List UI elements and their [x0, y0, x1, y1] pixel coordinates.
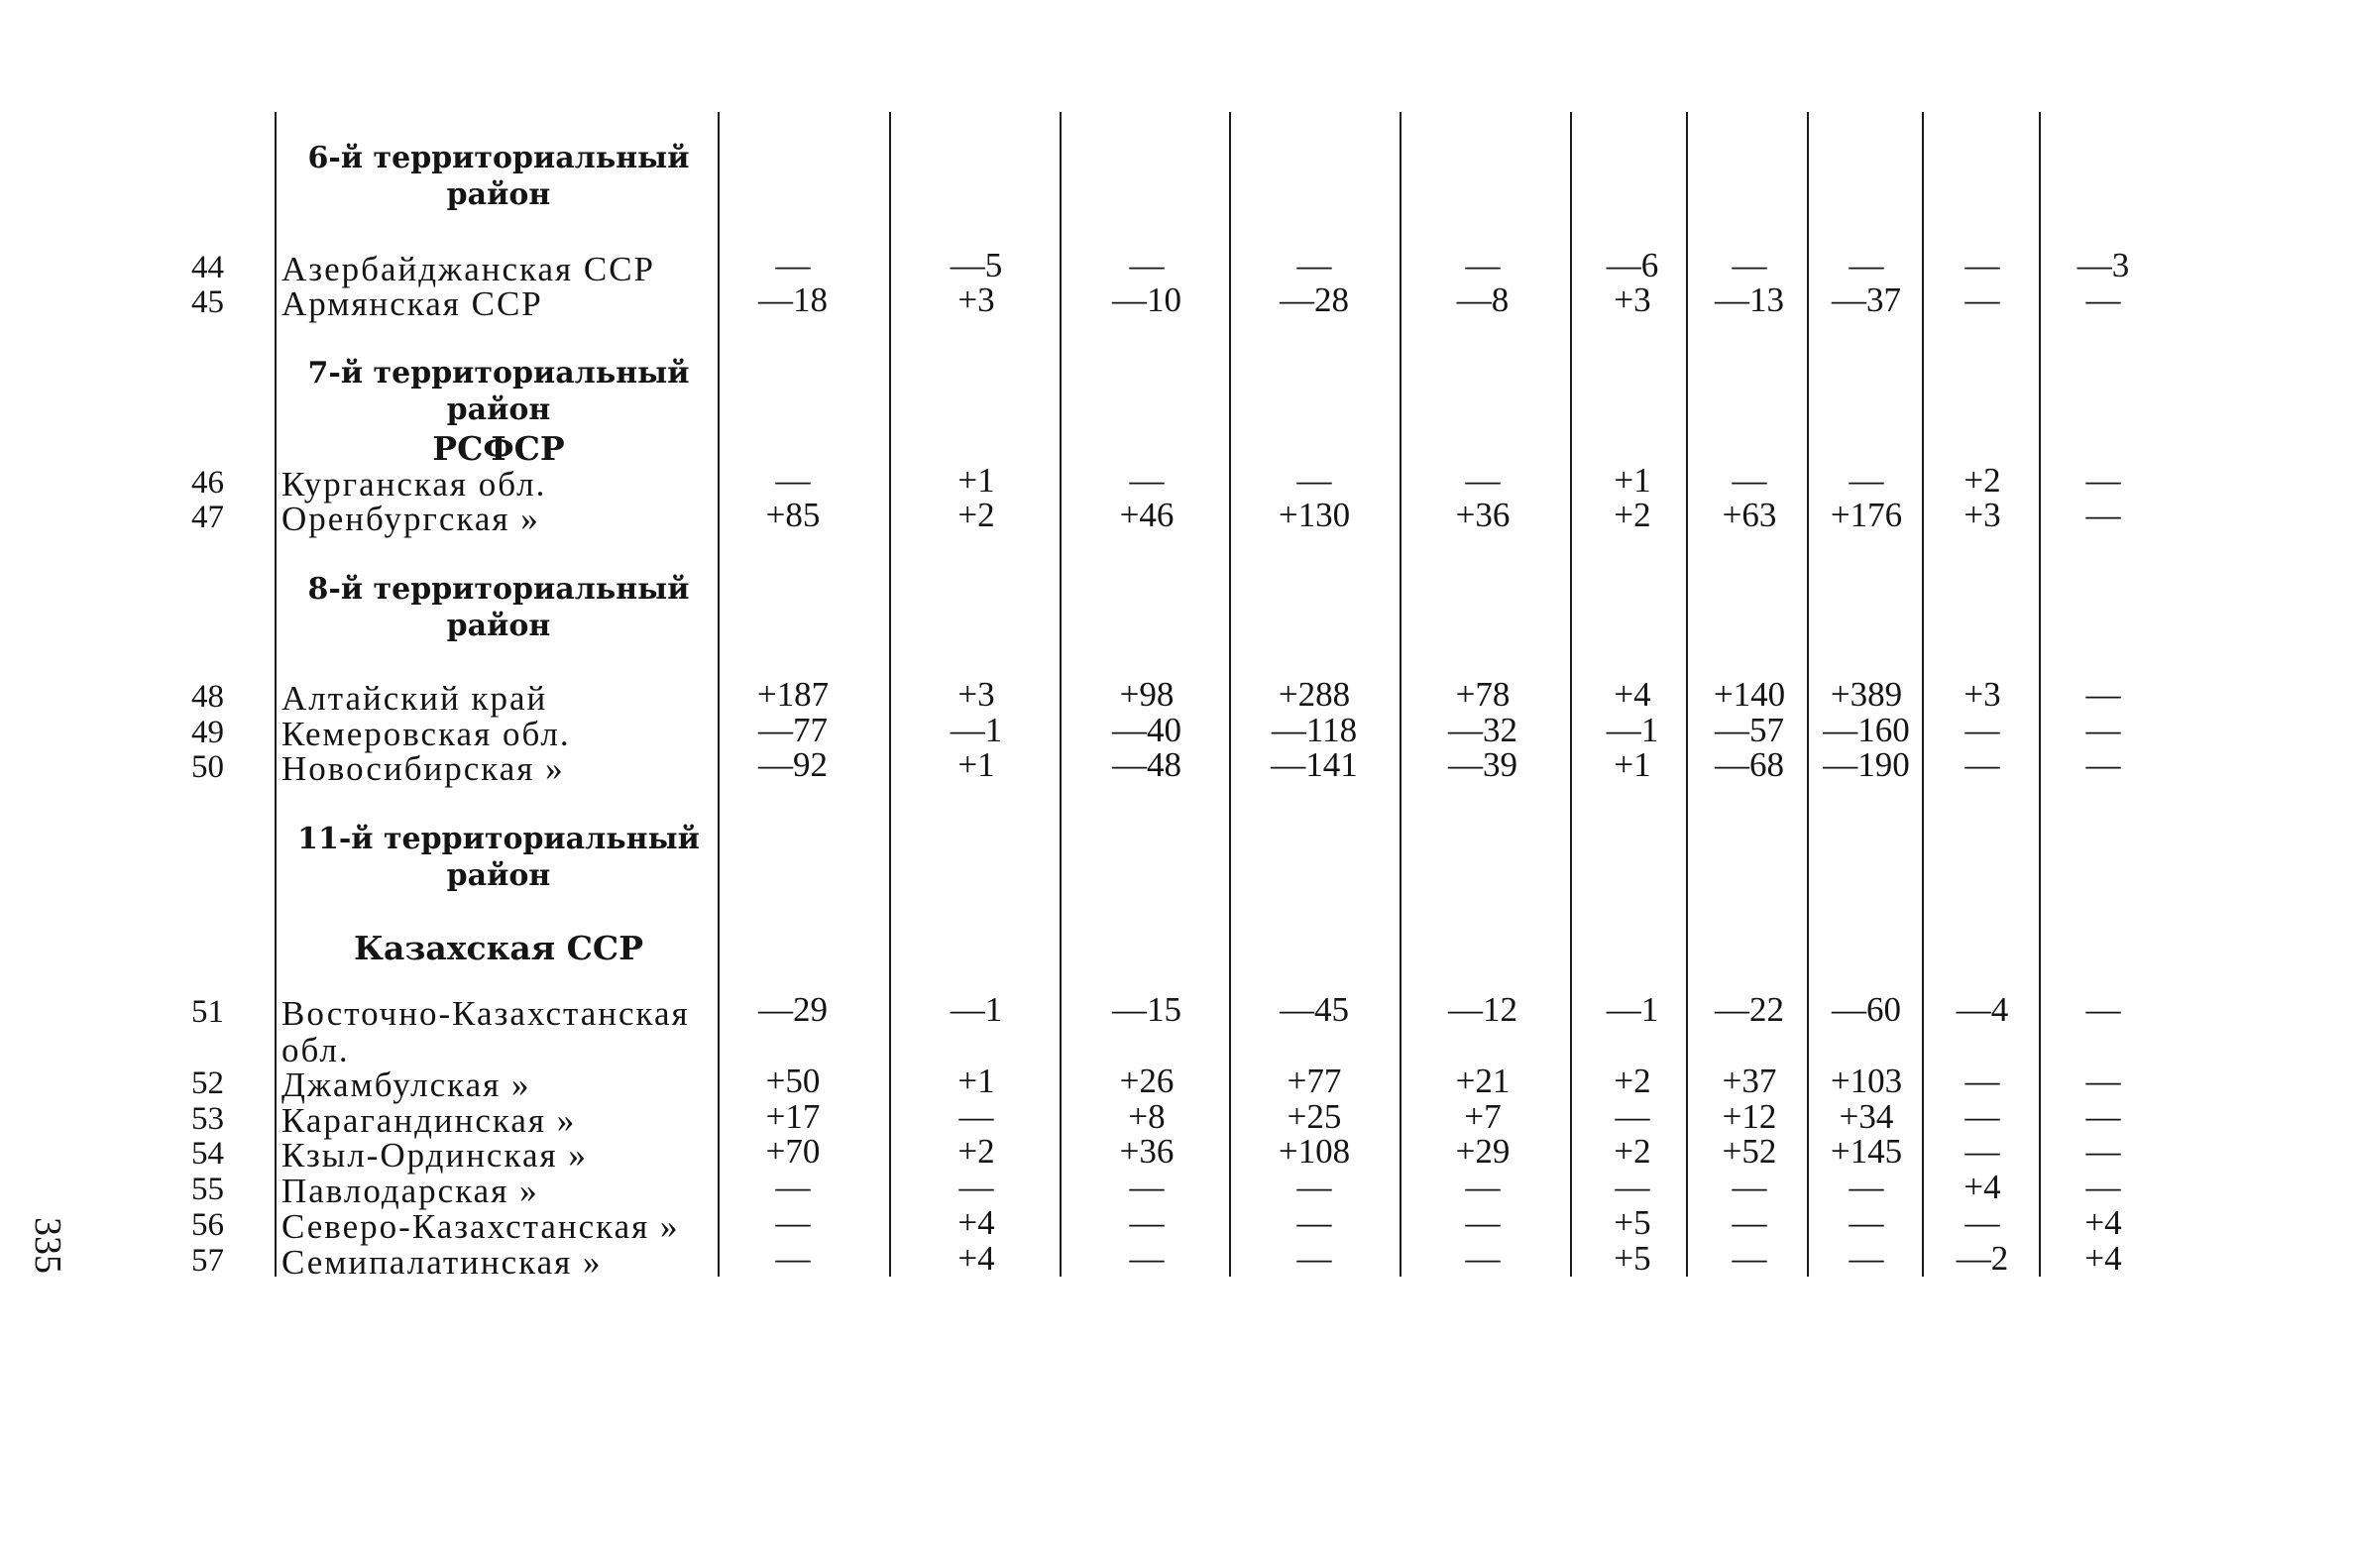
table-cell: —40 — [1112, 711, 1181, 749]
row-number: 45 — [191, 284, 224, 320]
table-cell: — — [2085, 1097, 2121, 1136]
table-cell: +25 — [1287, 1097, 1342, 1136]
table-cell: — — [2085, 675, 2121, 714]
table-cell: — — [1615, 1168, 1650, 1206]
table-cell: +4 — [957, 1203, 995, 1242]
table-cell: +36 — [1455, 496, 1511, 534]
row-number: 53 — [191, 1101, 224, 1137]
table-cell: +4 — [957, 1239, 995, 1278]
table-cell: —2 — [1956, 1239, 2009, 1278]
row-number: 51 — [191, 994, 224, 1030]
table-cell: +17 — [765, 1097, 821, 1136]
table-cell: — — [958, 1168, 994, 1206]
table-cell: +46 — [1119, 496, 1175, 534]
table-cell: —1 — [1606, 990, 1659, 1029]
table-cell: +34 — [1839, 1097, 1894, 1136]
table-cell: +98 — [1119, 675, 1175, 714]
table-cell: +85 — [765, 496, 821, 534]
table-cell: +103 — [1830, 1062, 1903, 1100]
table-cell: —32 — [1448, 711, 1517, 749]
table-cell: — — [775, 1168, 811, 1206]
section-heading-line: Казахская ССР — [353, 929, 644, 967]
table-cell: — — [775, 461, 811, 500]
column-rule-1 — [275, 112, 277, 1277]
table-cell: +145 — [1830, 1132, 1903, 1171]
table-cell: — — [1964, 1062, 2000, 1100]
table-cell: +77 — [1287, 1062, 1342, 1100]
table-cell: — — [775, 246, 811, 284]
table-cell: +2 — [1614, 496, 1651, 534]
table-cell: +4 — [1614, 675, 1651, 714]
table-cell: — — [1296, 1203, 1332, 1242]
table-cell: +52 — [1722, 1132, 1777, 1171]
table-cell: — — [1129, 246, 1165, 284]
section-heading-line: район — [446, 609, 551, 643]
table-cell: +2 — [957, 496, 995, 534]
table-cell: —18 — [758, 280, 828, 319]
table-cell: +5 — [1614, 1203, 1651, 1242]
table-cell: +3 — [1614, 280, 1651, 319]
table-cell: +3 — [1963, 496, 2001, 534]
row-number: 50 — [191, 749, 224, 785]
table-cell: — — [1732, 246, 1767, 284]
table-cell: +1 — [957, 745, 995, 784]
table-cell: +1 — [1614, 745, 1651, 784]
table-cell: +2 — [1614, 1132, 1651, 1171]
table-cell: —60 — [1832, 990, 1901, 1029]
section-heading-line: район — [446, 858, 551, 893]
table-cell: — — [1465, 1168, 1501, 1206]
table-cell: +130 — [1278, 496, 1351, 534]
region-name: Восточно-Казахстанская — [281, 994, 690, 1033]
table-cell: +21 — [1455, 1062, 1511, 1100]
table-cell: — — [1296, 246, 1332, 284]
table-cell: +37 — [1722, 1062, 1777, 1100]
table-cell: +5 — [1614, 1239, 1651, 1278]
region-name: Джамбулская » — [281, 1065, 531, 1104]
table-cell: —45 — [1280, 990, 1349, 1029]
table-cell: +3 — [957, 280, 995, 319]
table-cell: +4 — [2084, 1239, 2122, 1278]
table-cell: — — [2085, 1062, 2121, 1100]
table-cell: — — [1964, 246, 2000, 284]
table-cell: — — [2085, 496, 2121, 534]
section-heading-line: 6-й территориальный — [307, 141, 690, 175]
section-heading-line: 11-й территориальный — [297, 822, 700, 856]
row-number: 55 — [191, 1172, 224, 1207]
table-cell: +140 — [1713, 675, 1786, 714]
table-cell: —28 — [1280, 280, 1349, 319]
region-name: Азербайджанская ССР — [281, 250, 656, 288]
table-cell: — — [2085, 1168, 2121, 1206]
table-cell: — — [1849, 246, 1884, 284]
section-heading-line: 8-й территориальный — [307, 572, 690, 607]
table-cell: — — [958, 1097, 994, 1136]
table-cell: — — [2085, 1132, 2121, 1171]
region-name: Семипалатинская » — [281, 1243, 603, 1282]
table-cell: +29 — [1455, 1132, 1511, 1171]
table-cell: +3 — [957, 675, 995, 714]
table-cell: +63 — [1722, 496, 1777, 534]
table-cell: +389 — [1830, 675, 1903, 714]
region-name: Павлодарская » — [281, 1172, 539, 1210]
table-cell: +2 — [957, 1132, 995, 1171]
table-cell: —22 — [1715, 990, 1784, 1029]
table-cell: —15 — [1112, 990, 1181, 1029]
table-cell: — — [1849, 1203, 1884, 1242]
table-cell: +50 — [765, 1062, 821, 1100]
table-cell: —1 — [1606, 711, 1659, 749]
table-cell: — — [1964, 711, 2000, 749]
table-cell: +12 — [1722, 1097, 1777, 1136]
table-cell: — — [1129, 461, 1165, 500]
section-heading-line: РСФСР — [432, 429, 565, 468]
table-cell: — — [775, 1203, 811, 1242]
table-cell: — — [1964, 1097, 2000, 1136]
table-cell: — — [2085, 280, 2121, 319]
table-cell: —39 — [1448, 745, 1517, 784]
table-cell: — — [2085, 990, 2121, 1029]
region-name-continued: обл. — [281, 1031, 350, 1069]
row-number: 48 — [191, 679, 224, 715]
table-cell: — — [1296, 1168, 1332, 1206]
row-number: 54 — [191, 1136, 224, 1172]
table-cell: — — [775, 1239, 811, 1278]
table-cell: +78 — [1455, 675, 1511, 714]
table-cell: —10 — [1112, 280, 1181, 319]
table-cell: —190 — [1823, 745, 1910, 784]
region-name: Курганская обл. — [281, 465, 547, 504]
table-cell: —1 — [950, 711, 1003, 749]
table-cell: — — [1465, 1203, 1501, 1242]
region-name: Кемеровская обл. — [281, 715, 571, 753]
region-name: Армянская ССР — [281, 284, 543, 323]
table-cell: —37 — [1832, 280, 1901, 319]
table-cell: +3 — [1963, 675, 2001, 714]
table-cell: +2 — [1614, 1062, 1651, 1100]
table-cell: — — [1849, 1239, 1884, 1278]
table-cell: —1 — [950, 990, 1003, 1029]
table-cell: +8 — [1128, 1097, 1166, 1136]
table-cell: —57 — [1715, 711, 1784, 749]
row-number: 57 — [191, 1243, 224, 1279]
table-cell: +1 — [957, 461, 995, 500]
table-cell: —12 — [1448, 990, 1517, 1029]
table-cell: +1 — [1614, 461, 1651, 500]
region-name: Алтайский край — [281, 679, 548, 718]
table-cell: — — [2085, 745, 2121, 784]
table-cell: —8 — [1456, 280, 1510, 319]
table-cell: —29 — [758, 990, 828, 1029]
table-cell: —6 — [1606, 246, 1659, 284]
table-cell: +26 — [1119, 1062, 1175, 1100]
table-cell: —5 — [950, 246, 1003, 284]
table-cell: — — [1964, 745, 2000, 784]
table-cell: —160 — [1823, 711, 1910, 749]
table-cell: — — [1129, 1168, 1165, 1206]
table-cell: +2 — [1963, 461, 2001, 500]
table-cell: —118 — [1271, 711, 1358, 749]
table-cell: — — [1964, 1203, 2000, 1242]
table-cell: — — [1849, 1168, 1884, 1206]
table-cell: — — [1732, 1168, 1767, 1206]
table-cell: —92 — [758, 745, 828, 784]
region-name: Оренбургская » — [281, 500, 540, 538]
table-cell: +4 — [1963, 1168, 2001, 1206]
table-cell: —3 — [2076, 246, 2130, 284]
column-rule-6 — [1400, 112, 1402, 1277]
table-cell: +4 — [2084, 1203, 2122, 1242]
table-cell: — — [1964, 1132, 2000, 1171]
region-name: Северо-Казахстанская » — [281, 1207, 680, 1246]
section-heading-line: 7-й территориальный — [307, 356, 690, 391]
table-cell: — — [1615, 1097, 1650, 1136]
table-cell: —141 — [1271, 745, 1358, 784]
table-cell: +187 — [756, 675, 830, 714]
table-cell: —48 — [1112, 745, 1181, 784]
table-cell: +108 — [1278, 1132, 1351, 1171]
table-cell: — — [1129, 1239, 1165, 1278]
table-cell: — — [2085, 711, 2121, 749]
section-heading-line: район — [446, 392, 551, 427]
table-cell: +36 — [1119, 1132, 1175, 1171]
table-cell: +288 — [1278, 675, 1351, 714]
table-cell: — — [1849, 461, 1884, 500]
row-number: 44 — [191, 250, 224, 285]
table-cell: —4 — [1956, 990, 2009, 1029]
region-name: Карагандинская » — [281, 1101, 577, 1140]
section-heading-line: район — [446, 177, 551, 212]
row-number: 46 — [191, 465, 224, 501]
row-number: 52 — [191, 1065, 224, 1101]
region-name: Новосибирская » — [281, 749, 565, 788]
table-cell: — — [1732, 461, 1767, 500]
table-cell: — — [1465, 246, 1501, 284]
table-cell: — — [2085, 461, 2121, 500]
region-name: Кзыл-Ординская » — [281, 1136, 588, 1175]
row-number: 47 — [191, 500, 224, 535]
page-number: 335 — [27, 1217, 68, 1274]
column-rule-4 — [1060, 112, 1062, 1277]
table-cell: — — [1296, 1239, 1332, 1278]
table-cell: — — [1465, 461, 1501, 500]
table-cell: — — [1465, 1239, 1501, 1278]
table-cell: +176 — [1830, 496, 1903, 534]
table-cell: +1 — [957, 1062, 995, 1100]
table-cell: +7 — [1464, 1097, 1502, 1136]
table-cell: —68 — [1715, 745, 1784, 784]
column-rule-5 — [1229, 112, 1231, 1277]
row-number: 56 — [191, 1207, 224, 1243]
table-cell: — — [1964, 280, 2000, 319]
table-cell: — — [1732, 1239, 1767, 1278]
table-cell: — — [1732, 1203, 1767, 1242]
row-number: 49 — [191, 715, 224, 750]
table-cell: +70 — [765, 1132, 821, 1171]
table-cell: — — [1296, 461, 1332, 500]
table-cell: —77 — [758, 711, 828, 749]
column-rule-3 — [889, 112, 891, 1277]
table-cell: —13 — [1715, 280, 1784, 319]
table-cell: — — [1129, 1203, 1165, 1242]
